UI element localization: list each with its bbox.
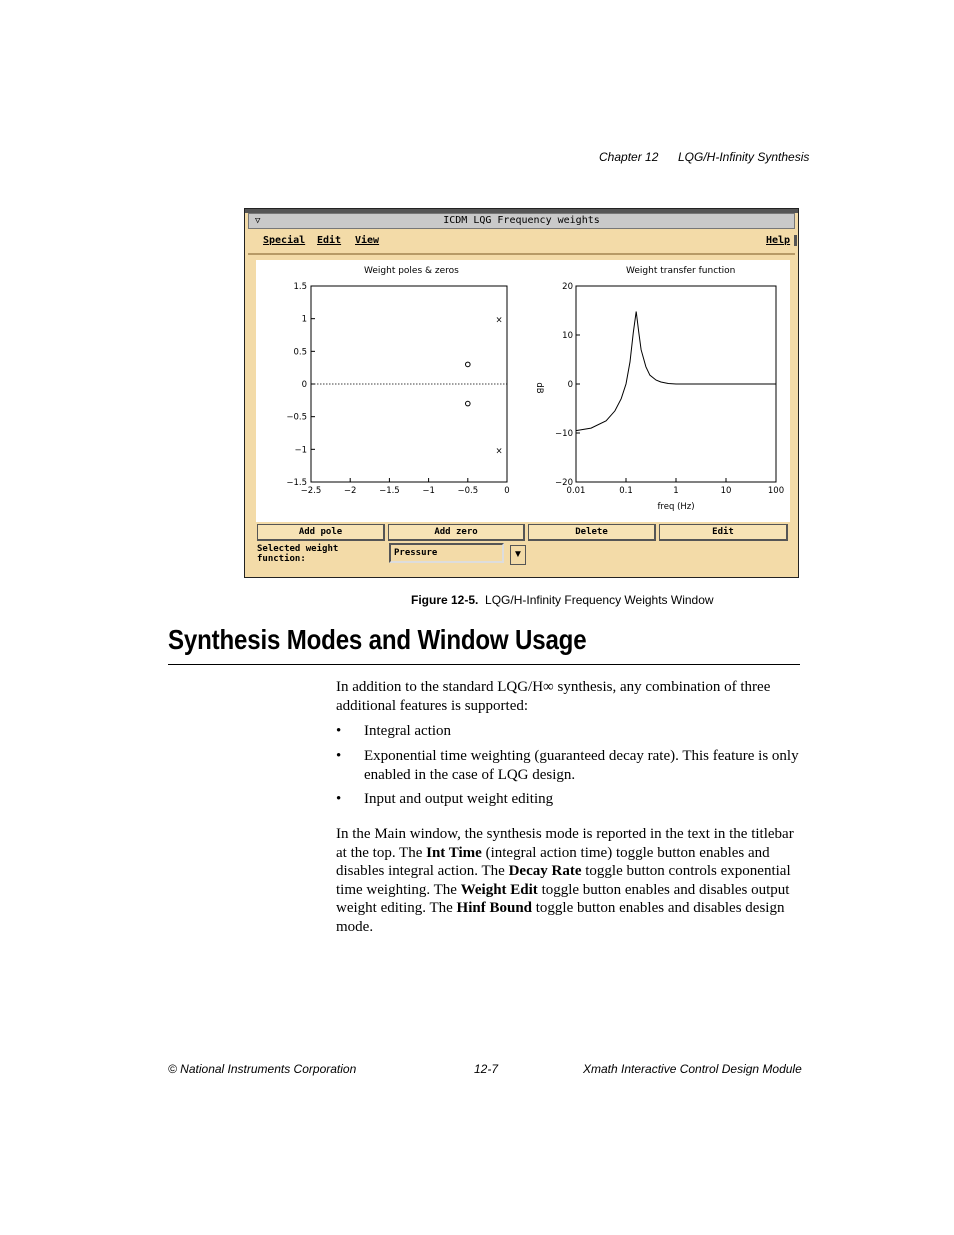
bullet-text: Input and output weight editing xyxy=(364,791,554,807)
menu-bar xyxy=(248,229,795,255)
pole-marker: × xyxy=(495,446,503,457)
y-tick-label: 0 xyxy=(567,380,573,390)
selected-weight-label xyxy=(257,544,338,564)
selected-weight-label-line1: Selected weight xyxy=(257,544,339,554)
int-time-term: Int Time xyxy=(426,844,482,861)
window-menu-icon[interactable]: ▽ xyxy=(255,216,261,226)
y-tick-label: −1 xyxy=(294,445,307,456)
plot-area xyxy=(256,260,790,522)
figure-label: Figure 12-5. xyxy=(411,593,479,607)
weight-edit-term: Weight Edit xyxy=(460,881,538,898)
x-tick-label: 10 xyxy=(720,486,732,496)
x-tick-label: −2 xyxy=(343,486,357,496)
hinf-bound-term: Hinf Bound xyxy=(456,900,533,917)
bullet-text: Integral action xyxy=(364,723,452,739)
y-tick-label: −1.5 xyxy=(286,478,307,488)
dropdown-arrow-icon[interactable]: ▼ xyxy=(510,545,526,565)
add-pole-button[interactable]: Add pole xyxy=(257,524,385,541)
right-plot-title: Weight transfer function xyxy=(626,266,736,276)
y-tick-label: −10 xyxy=(555,429,573,439)
para-text: toggle button enables and disables design mode. xyxy=(336,900,785,935)
y-axis-label: dB xyxy=(534,382,544,394)
y-tick-label: 0.5 xyxy=(293,347,307,358)
footer-left: © National Instruments Corporation xyxy=(168,1062,357,1076)
x-tick-label: −2.5 xyxy=(300,486,322,496)
y-tick-label: −20 xyxy=(555,478,573,488)
x-tick-label: −0.5 xyxy=(457,486,479,496)
menu-help[interactable]: Help xyxy=(766,235,797,246)
figure-caption-text: LQG/H-Infinity Frequency Weights Window xyxy=(485,593,714,607)
bullet-marker: • xyxy=(336,723,342,739)
y-tick-label: 1.5 xyxy=(293,282,307,292)
add-zero-button[interactable]: Add zero xyxy=(388,524,525,541)
edit-button[interactable]: Edit xyxy=(659,524,788,541)
section-rule xyxy=(168,664,800,665)
menu-edit[interactable]: Edit xyxy=(317,235,342,246)
zero-marker xyxy=(466,401,471,406)
para-text: toggle button enables and disables output weight editing. The xyxy=(336,881,790,917)
x-tick-label: −1.5 xyxy=(379,486,400,496)
window-titlebar xyxy=(248,213,795,229)
para-text: In the Main window, the synthesis mode is reported in the text in the titlebar at the top. The xyxy=(336,826,794,861)
bullet-marker: • xyxy=(336,748,342,764)
y-tick-label: 20 xyxy=(562,282,573,292)
figure-caption xyxy=(411,593,714,607)
mode-paragraph xyxy=(336,825,800,937)
y-tick-label: −0.5 xyxy=(286,412,307,423)
y-tick-label: 1 xyxy=(301,314,307,325)
bullet-text: Exponential time weighting (guaranteed decay rate). This feature is only enabled in the case of LQG design. xyxy=(364,748,799,783)
x-axis-label: freq (Hz) xyxy=(657,502,695,512)
footer-right: Xmath Interactive Control Design Module xyxy=(583,1062,802,1076)
menu-special[interactable]: Special xyxy=(263,235,306,246)
bullet-marker: • xyxy=(336,791,342,807)
header-title: LQG/H-Infinity Synthesis xyxy=(678,150,810,164)
intro-paragraph: In addition to the standard LQG/H∞ synthesis, any combination of three additional features is supported: xyxy=(336,679,771,714)
y-tick-label: 0 xyxy=(301,380,307,390)
zero-marker xyxy=(466,362,471,367)
left-plot-frame xyxy=(311,286,507,482)
x-tick-label: 0 xyxy=(504,486,510,496)
x-tick-label: 100 xyxy=(767,486,785,496)
section-title: Synthesis Modes and Window Usage xyxy=(168,624,587,655)
pole-marker: × xyxy=(495,315,503,326)
screenshot-window xyxy=(244,208,799,578)
x-tick-label: −1 xyxy=(422,486,435,496)
x-tick-label: 0.01 xyxy=(566,486,586,496)
para-text: toggle button controls exponential time weighting. The xyxy=(336,863,791,898)
menu-view[interactable]: View xyxy=(355,235,380,246)
x-tick-label: 1 xyxy=(673,486,679,496)
window-title: ICDM LQG Frequency weights xyxy=(443,215,600,226)
x-tick-label: 0.1 xyxy=(619,486,633,496)
footer-page-number: 12-7 xyxy=(474,1062,499,1076)
header-chapter: Chapter 12 xyxy=(599,150,659,164)
decay-rate-term: Decay Rate xyxy=(508,863,582,880)
delete-button[interactable]: Delete xyxy=(528,524,656,541)
selected-weight-label-line2: function: xyxy=(257,554,306,564)
y-tick-label: 10 xyxy=(562,331,573,341)
left-plot-title: Weight poles & zeros xyxy=(364,266,459,276)
plots-svg xyxy=(256,260,790,522)
selected-weight-field[interactable]: Pressure xyxy=(389,543,504,563)
weight-curve xyxy=(576,312,776,431)
para-text: (integral action time) toggle button enables and disables integral action. The xyxy=(336,844,770,880)
